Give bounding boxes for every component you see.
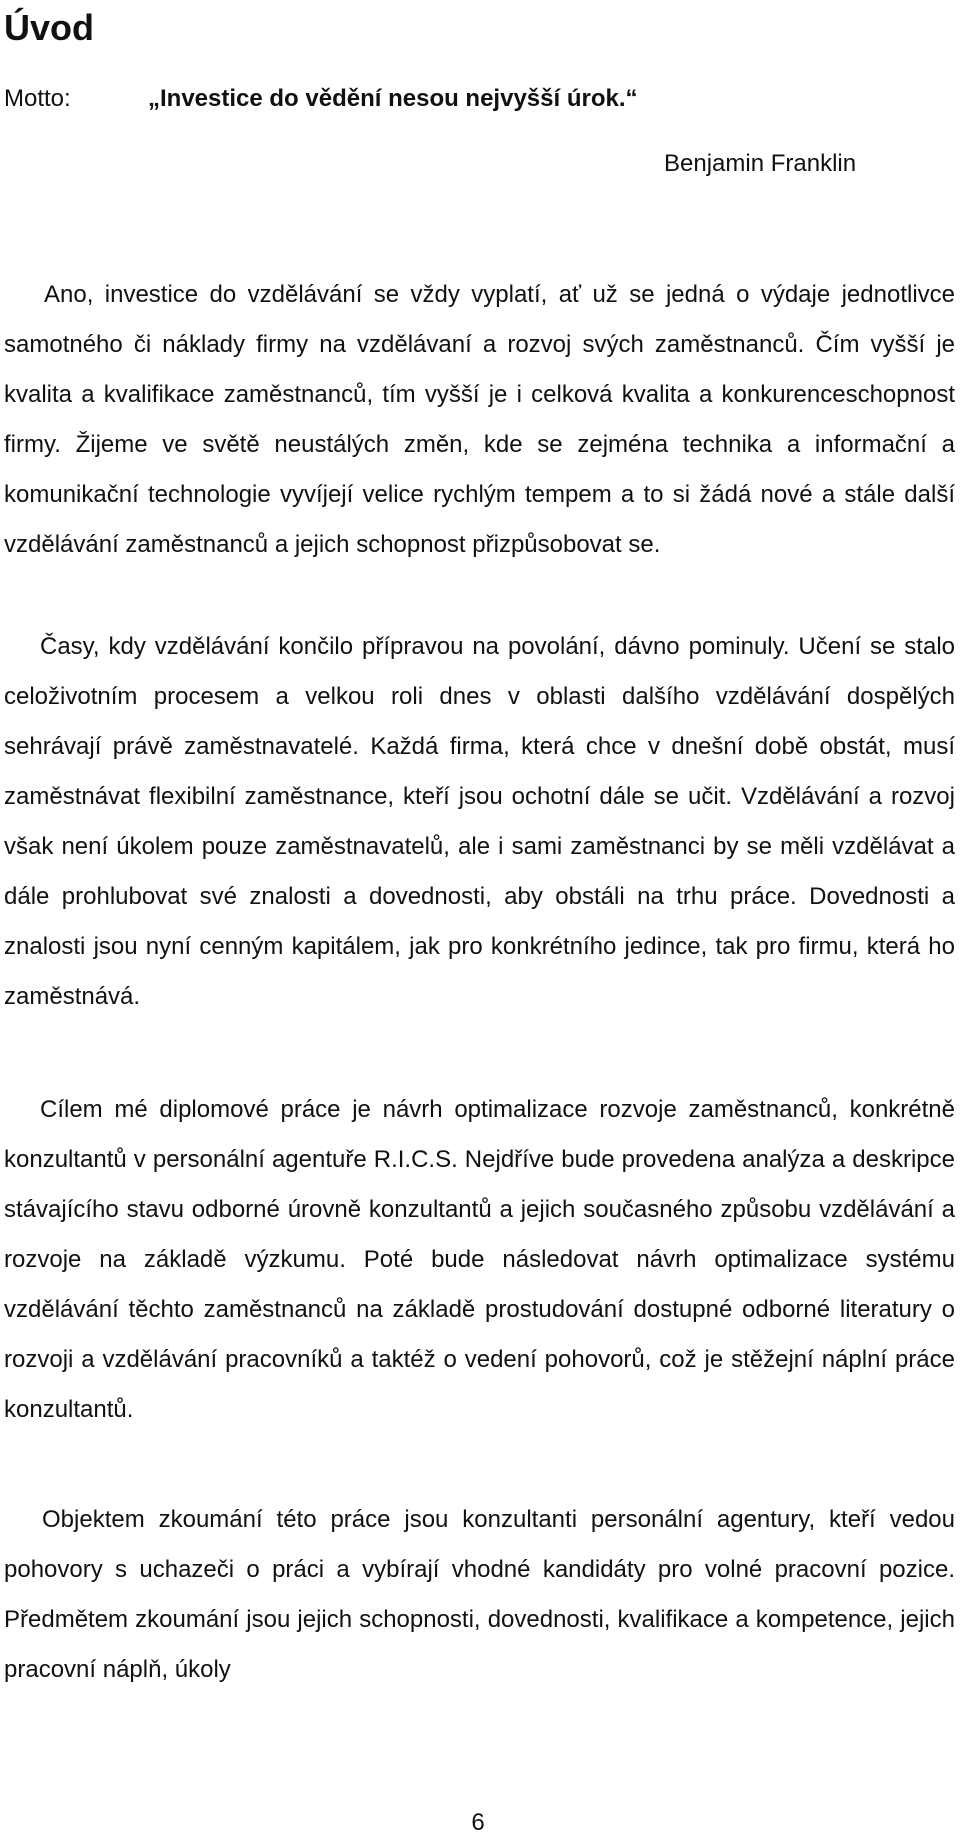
section-heading: Úvod <box>4 7 94 48</box>
motto-quote: „Investice do vědění nesou nejvyšší úrok.“ <box>148 85 638 112</box>
motto-label: Motto: <box>4 85 71 112</box>
paragraph-2: Časy, kdy vzdělávání končilo přípravou na povolání, dávno pominuly. Učení se stalo celoživotním procesem a velkou roli dnes v oblasti dalšího vzdělávání dospělých sehrávají právě zaměstnavatelé. Každá firma, která chce v dnešní době obstát, musí zaměstnávat flexibilní zaměstnance, kteří jsou ochotní dále se učit. Vzdělávání a rozvoj však není úkolem pouze zaměstnavatelů, ale i sami zaměstnanci by se měli vzdělávat a dále prohlubovat své znalosti a dovednosti, aby obstáli na trhu práce. Dovednosti a znalosti jsou nyní cenným kapitálem, jak pro konkrétního jedince, tak pro firmu, která ho zaměstnává. <box>4 633 955 1010</box>
paragraph-1: Ano, investice do vzdělávání se vždy vyplatí, ať už se jedná o výdaje jednotlivce samotného či náklady firmy na vzdělávaní a rozvoj svých zaměstnanců. Čím vyšší je kvalita a kvalifikace zaměstnanců, tím vyšší je i celková kvalita a konkurenceschopnost firmy. Žijeme ve světě neustálých změn, kde se zejména technika a informační a komunikační technologie vyvíjejí velice rychlým tempem a to si žádá nové a stále další vzdělávání zaměstnanců a jejich schopnost přizpůsobovat se. <box>4 281 955 558</box>
paragraph-3: Cílem mé diplomové práce je návrh optimalizace rozvoje zaměstnanců, konkrétně konzultantů v personální agentuře R.I.C.S. Nejdříve bude provedena analýza a deskripce stávajícího stavu odborné úrovně konzultantů a jejich současného způsobu vzdělávání a rozvoje na základě výzkumu. Poté bude následovat návrh optimalizace systému vzdělávání těchto zaměstnanců na základě prostudování dostupné odborné literatury o rozvoji a vzdělávání pracovníků a taktéž o vedení pohovorů, což je stěžejní náplní práce konzultantů. <box>4 1096 955 1423</box>
motto-author: Benjamin Franklin <box>664 150 857 177</box>
paragraph-4: Objektem zkoumání této práce jsou konzultanti personální agentury, kteří vedou pohovory s uchazeči o práci a vybírají vhodné kandidáty pro volné pracovní pozice. Předmětem zkoumání jsou jejich schopnosti, dovednosti, kvalifikace a kompetence, jejich pracovní náplň, úkoly <box>4 1506 955 1683</box>
page-number: 6 <box>471 1809 485 1836</box>
